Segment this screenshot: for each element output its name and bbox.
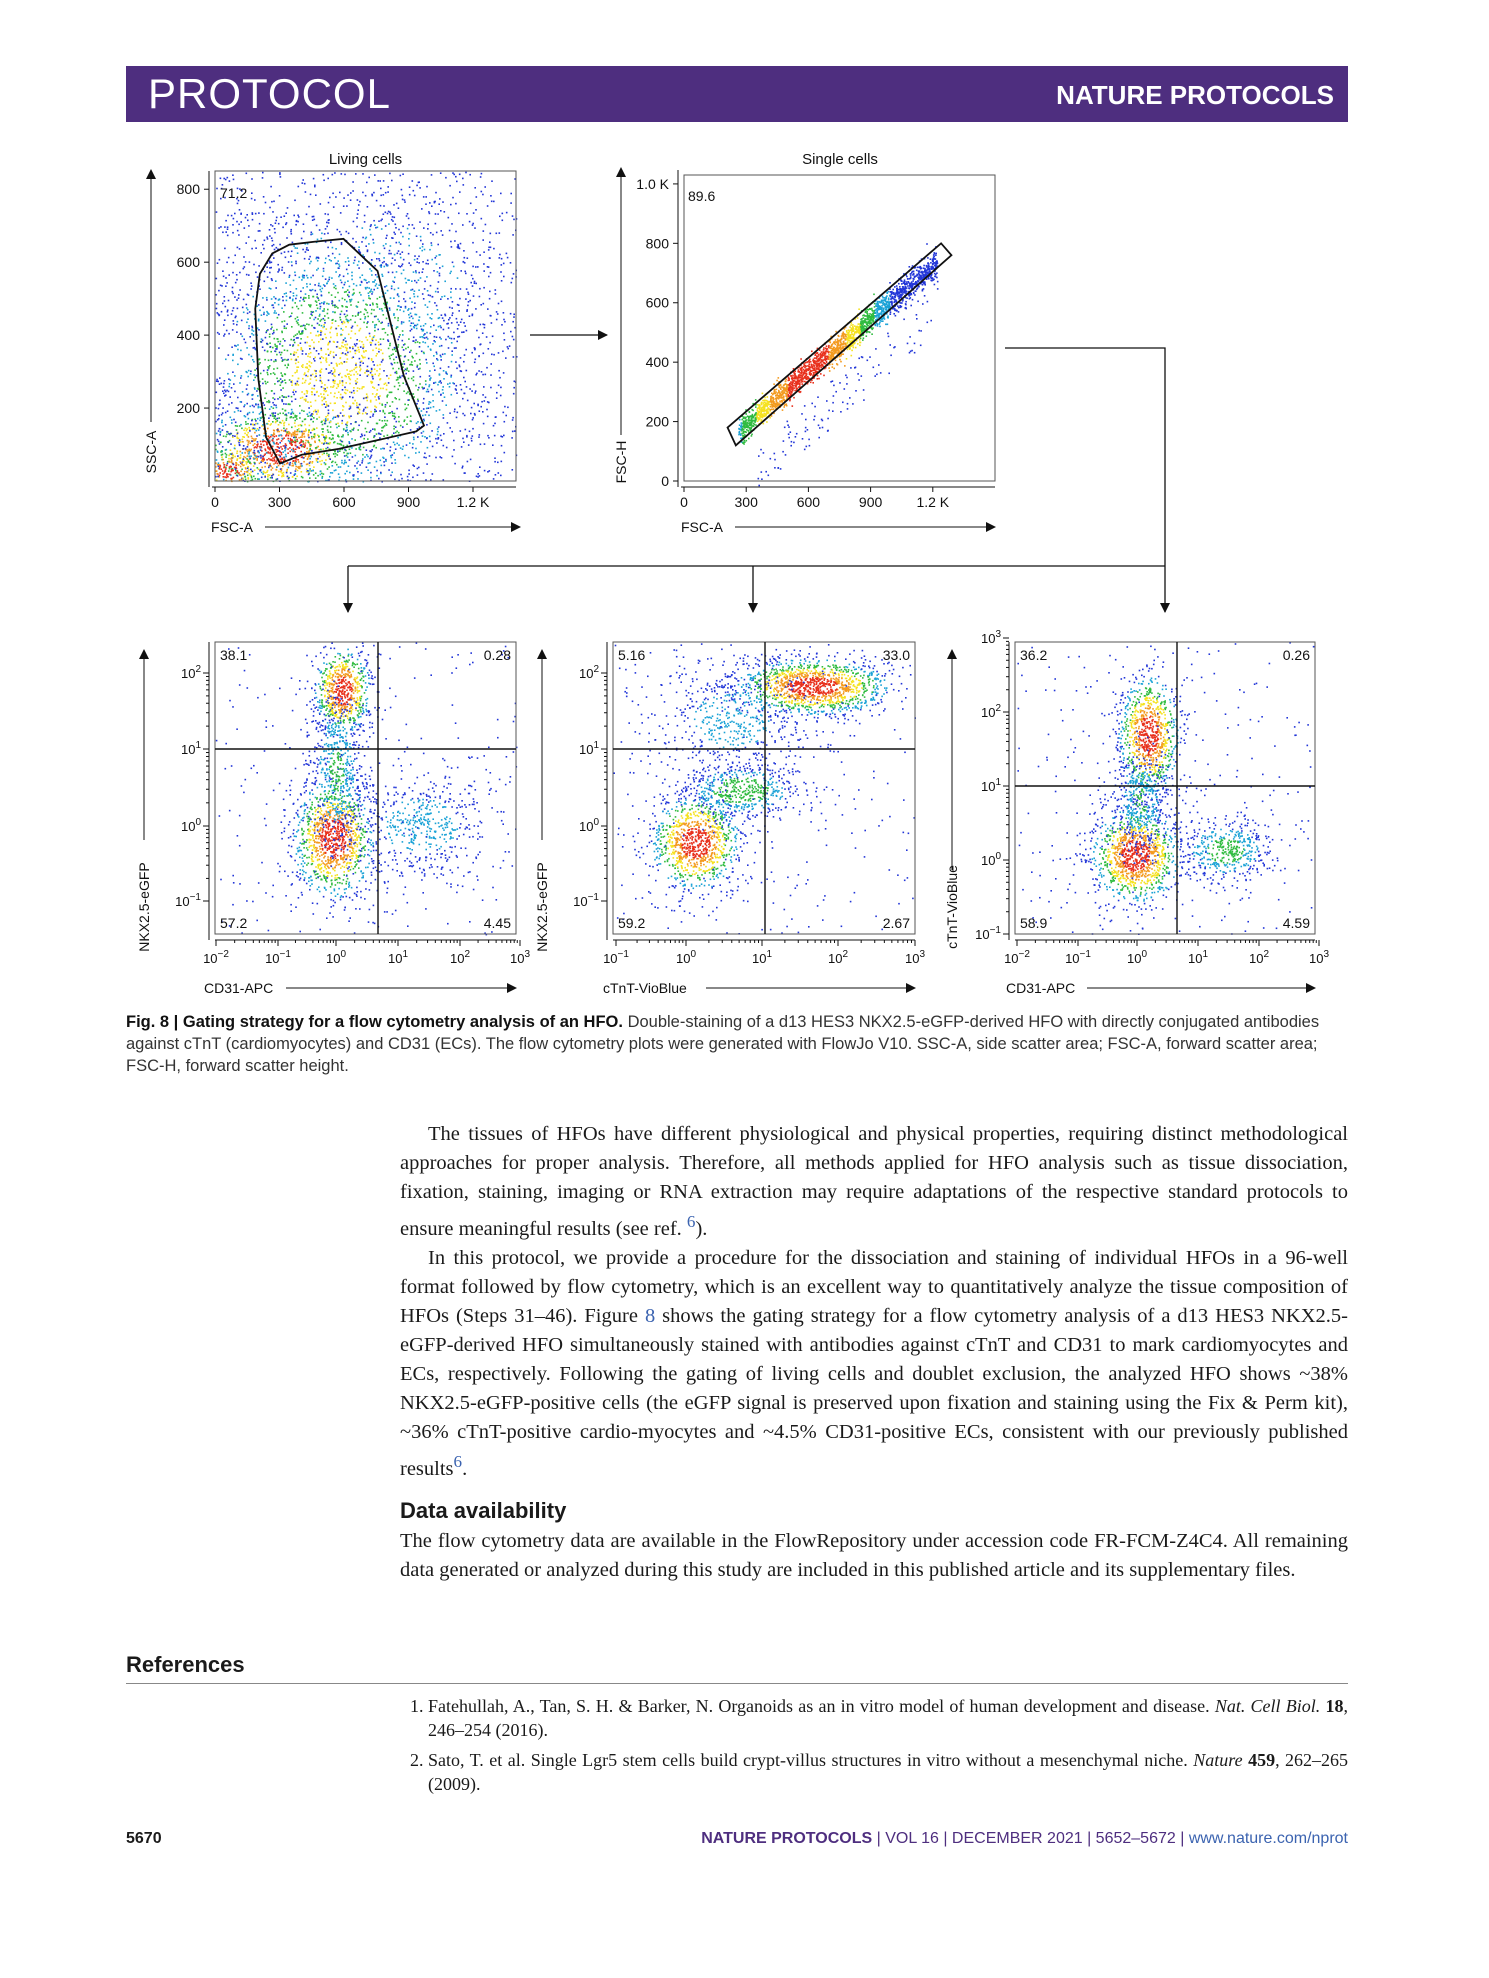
tick-label: $10^1$	[751, 949, 773, 966]
tick-label: $10^1$	[387, 949, 409, 966]
tick-label: 800	[645, 235, 669, 252]
gate-percent: 89.6	[688, 188, 716, 204]
plot-living-cells	[143, 151, 520, 535]
data-availability-text: The flow cytometry data are available in the FlowRepository under accession code FR-FCM-Z4C4. All remaining data generated or analyzed during this study are included in this published article and its supplementary files.	[400, 1530, 1348, 1581]
tick-label: $10^2$	[980, 703, 1001, 720]
quadrant-top-right: 0.28	[483, 647, 511, 663]
figure-caption	[126, 1011, 1348, 1077]
quadrant-top-right: 0.26	[1282, 647, 1310, 663]
tick-label: 200	[176, 400, 200, 417]
plot-title: Single cells	[802, 151, 878, 168]
y-axis-label: NKX2.5-eGFP	[136, 862, 152, 952]
body-text	[400, 1120, 1348, 1484]
caption-label: Fig. 8 | Gating strategy for a flow cytometry analysis of an HFO.	[126, 1013, 623, 1031]
tick-label: $10^{-1}$	[975, 925, 1001, 942]
quadrant-bottom-left: 57.2	[220, 915, 248, 931]
tick-label: 600	[332, 494, 356, 510]
quadrant-bottom-right: 4.45	[483, 915, 511, 931]
tick-label: 0	[211, 494, 219, 510]
tick-label: $10^3$	[904, 949, 926, 966]
x-axis-label: FSC-A	[681, 519, 723, 535]
tick-label: $10^2$	[578, 664, 599, 681]
tick-label: $10^{-1}$	[175, 892, 201, 909]
tick-label: 800	[176, 181, 200, 198]
tick-label: $10^{-2}$	[203, 949, 229, 966]
tick-label: $10^1$	[980, 777, 1001, 794]
tick-label: 900	[396, 494, 421, 510]
tick-label: $10^0$	[675, 949, 697, 966]
tick-label: $10^0$	[180, 817, 201, 834]
quadrant-top-left: 5.16	[618, 647, 646, 663]
x-axis-label: cTnT-VioBlue	[603, 980, 687, 996]
tick-label: $10^2$	[827, 949, 849, 966]
tick-label: 900	[858, 494, 883, 510]
quadrant-bottom-left: 59.2	[618, 915, 646, 931]
y-axis-label: cTnT-VioBlue	[944, 865, 960, 949]
y-axis-label: NKX2.5-eGFP	[534, 862, 550, 952]
tick-label: 0	[661, 473, 669, 489]
y-axis-label: FSC-H	[613, 440, 629, 484]
citation-link[interactable]: 6	[686, 1212, 696, 1231]
arrow-single-to-branches	[1005, 348, 1165, 566]
reference-item: 1. Fatehullah, A., Tan, S. H. & Barker, N. Organoids as an in vitro model of human development and disease. Nat. Cell Biol. 18, 246–254 (2016).	[410, 1696, 1348, 1740]
tick-label: 400	[176, 327, 200, 344]
x-axis-label: CD31-APC	[1006, 980, 1076, 996]
gate-percent: 71.2	[220, 185, 248, 201]
tick-label: $10^2$	[180, 664, 201, 681]
tick-label: $10^2$	[1248, 949, 1270, 966]
tick-label: $10^3$	[980, 629, 1001, 646]
y-axis-label: SSC-A	[143, 430, 159, 474]
gate-polygon	[255, 239, 424, 464]
tick-label: $10^2$	[449, 949, 471, 966]
plot-title: Living cells	[328, 151, 403, 168]
citation-link[interactable]: 6	[453, 1451, 463, 1471]
tick-label: $10^3$	[1308, 949, 1330, 966]
page-number: 5670	[126, 1830, 162, 1847]
caption-text: Double-staining of a d13 HES3 NKX2.5-eGFP-derived HFO with directly conjugated antibodies against cTnT (cardiomyocytes) and CD31 (ECs). The flow cytometry plots were generated with FlowJo V10. SSC-A, side scatter area; FSC-A, forward scatter area; FSC-H, forward scatter height.	[126, 1013, 1320, 1075]
journal-url-link[interactable]: www.nature.com/nprot	[1188, 1830, 1348, 1847]
reference-list	[400, 1694, 1348, 1802]
tick-label: 600	[796, 494, 821, 510]
tick-label: $10^1$	[180, 740, 201, 757]
tick-label: 200	[645, 413, 669, 430]
tick-label: $10^{-1}$	[573, 892, 599, 909]
references-heading: References	[126, 1652, 245, 1677]
tick-label: 300	[267, 494, 292, 510]
section-label: PROTOCOL	[148, 70, 391, 117]
reference-item: 2. Sato, T. et al. Single Lgr5 stem cells build crypt-villus structures in vitro without a mesenchymal niche. Nature 459, 262–265 (2009).	[410, 1750, 1349, 1794]
footer-citation: NATURE PROTOCOLS | VOL 16 | DECEMBER 2021 | 5652–5672 | www.nature.com/nprot	[701, 1830, 1348, 1847]
paragraph-2: In this protocol, we provide a procedure for the dissociation and staining of individual HFOs in a 96-well format followed by flow cytometry, which is an excellent way to quantitatively analyze the tissue composition of HFOs (Steps 31–46). Figure 8 shows the gating strategy for a flow cytometry analysis of a d13 HES3 NKX2.5-eGFP-derived HFO simultaneously stained with antibodies against cTnT and CD31 to mark cardiomyocytes and ECs, respectively. Following the gating of living cells and doublet exclusion, the analyzed HFO shows ~38% NKX2.5-eGFP-positive cells (the eGFP signal is preserved upon fixation and staining using the Fix & Perm kit), ~36% cTnT-positive cardio-myocytes and ~4.5% CD31-positive ECs, consistent with our previously published results$^6$.	[400, 1246, 1348, 1480]
tick-label: $10^0$	[578, 817, 599, 834]
tick-label: $10^{-1}$	[265, 949, 291, 966]
tick-label: 0	[680, 494, 688, 510]
quadrant-top-left: 38.1	[220, 647, 248, 663]
quadrant-bottom-right: 4.59	[1282, 915, 1310, 931]
x-axis-label: CD31-APC	[204, 980, 274, 996]
flow-arrows	[348, 335, 1165, 612]
tick-label: 1.0 K	[636, 175, 669, 192]
tick-label: 600	[645, 294, 669, 311]
paragraph-1: The tissues of HFOs have different physiological and physical properties, requiring distinct methodological approaches for proper analysis. Therefore, all methods applied for HFO analysis such as tissue dissociation, fixation, staining, imaging or RNA extraction may require adaptations of the respective standard protocols to ensure meaningful results (see ref. $^6$).	[400, 1123, 1348, 1240]
tick-label: $10^0$	[325, 949, 347, 966]
journal-label: NATURE PROTOCOLS	[1056, 80, 1334, 110]
tick-label: 1.2 K	[916, 494, 950, 510]
figure-link[interactable]: 8	[644, 1304, 656, 1327]
tick-label: $10^{-1}$	[603, 949, 629, 966]
tick-label: $10^0$	[980, 851, 1001, 868]
tick-label: 1.2 K	[456, 494, 490, 510]
data-availability-heading: Data availability	[400, 1498, 567, 1523]
tick-label: $10^1$	[578, 740, 599, 757]
tick-label: $10^1$	[1187, 949, 1209, 966]
tick-label: 300	[734, 494, 758, 510]
tick-label: $10^3$	[509, 949, 531, 966]
tick-label: $10^0$	[1126, 949, 1148, 966]
tick-label: $10^{-2}$	[1004, 949, 1030, 966]
tick-label: 400	[645, 354, 669, 371]
plot-single-cells	[613, 151, 995, 535]
quadrant-bottom-right: 2.67	[882, 915, 910, 931]
quadrant-top-left: 36.2	[1020, 647, 1048, 663]
x-axis-label: FSC-A	[211, 519, 253, 535]
references-divider	[126, 1683, 1348, 1684]
quadrant-bottom-left: 58.9	[1020, 915, 1048, 931]
plot-cd31-ctnt	[944, 629, 1329, 996]
tick-label: 600	[176, 254, 200, 271]
tick-label: $10^{-1}$	[1065, 949, 1091, 966]
quadrant-top-right: 33.0	[882, 647, 910, 663]
plot-cd31-nkx25	[136, 642, 530, 996]
plot-ctnt-nkx25	[534, 642, 925, 996]
